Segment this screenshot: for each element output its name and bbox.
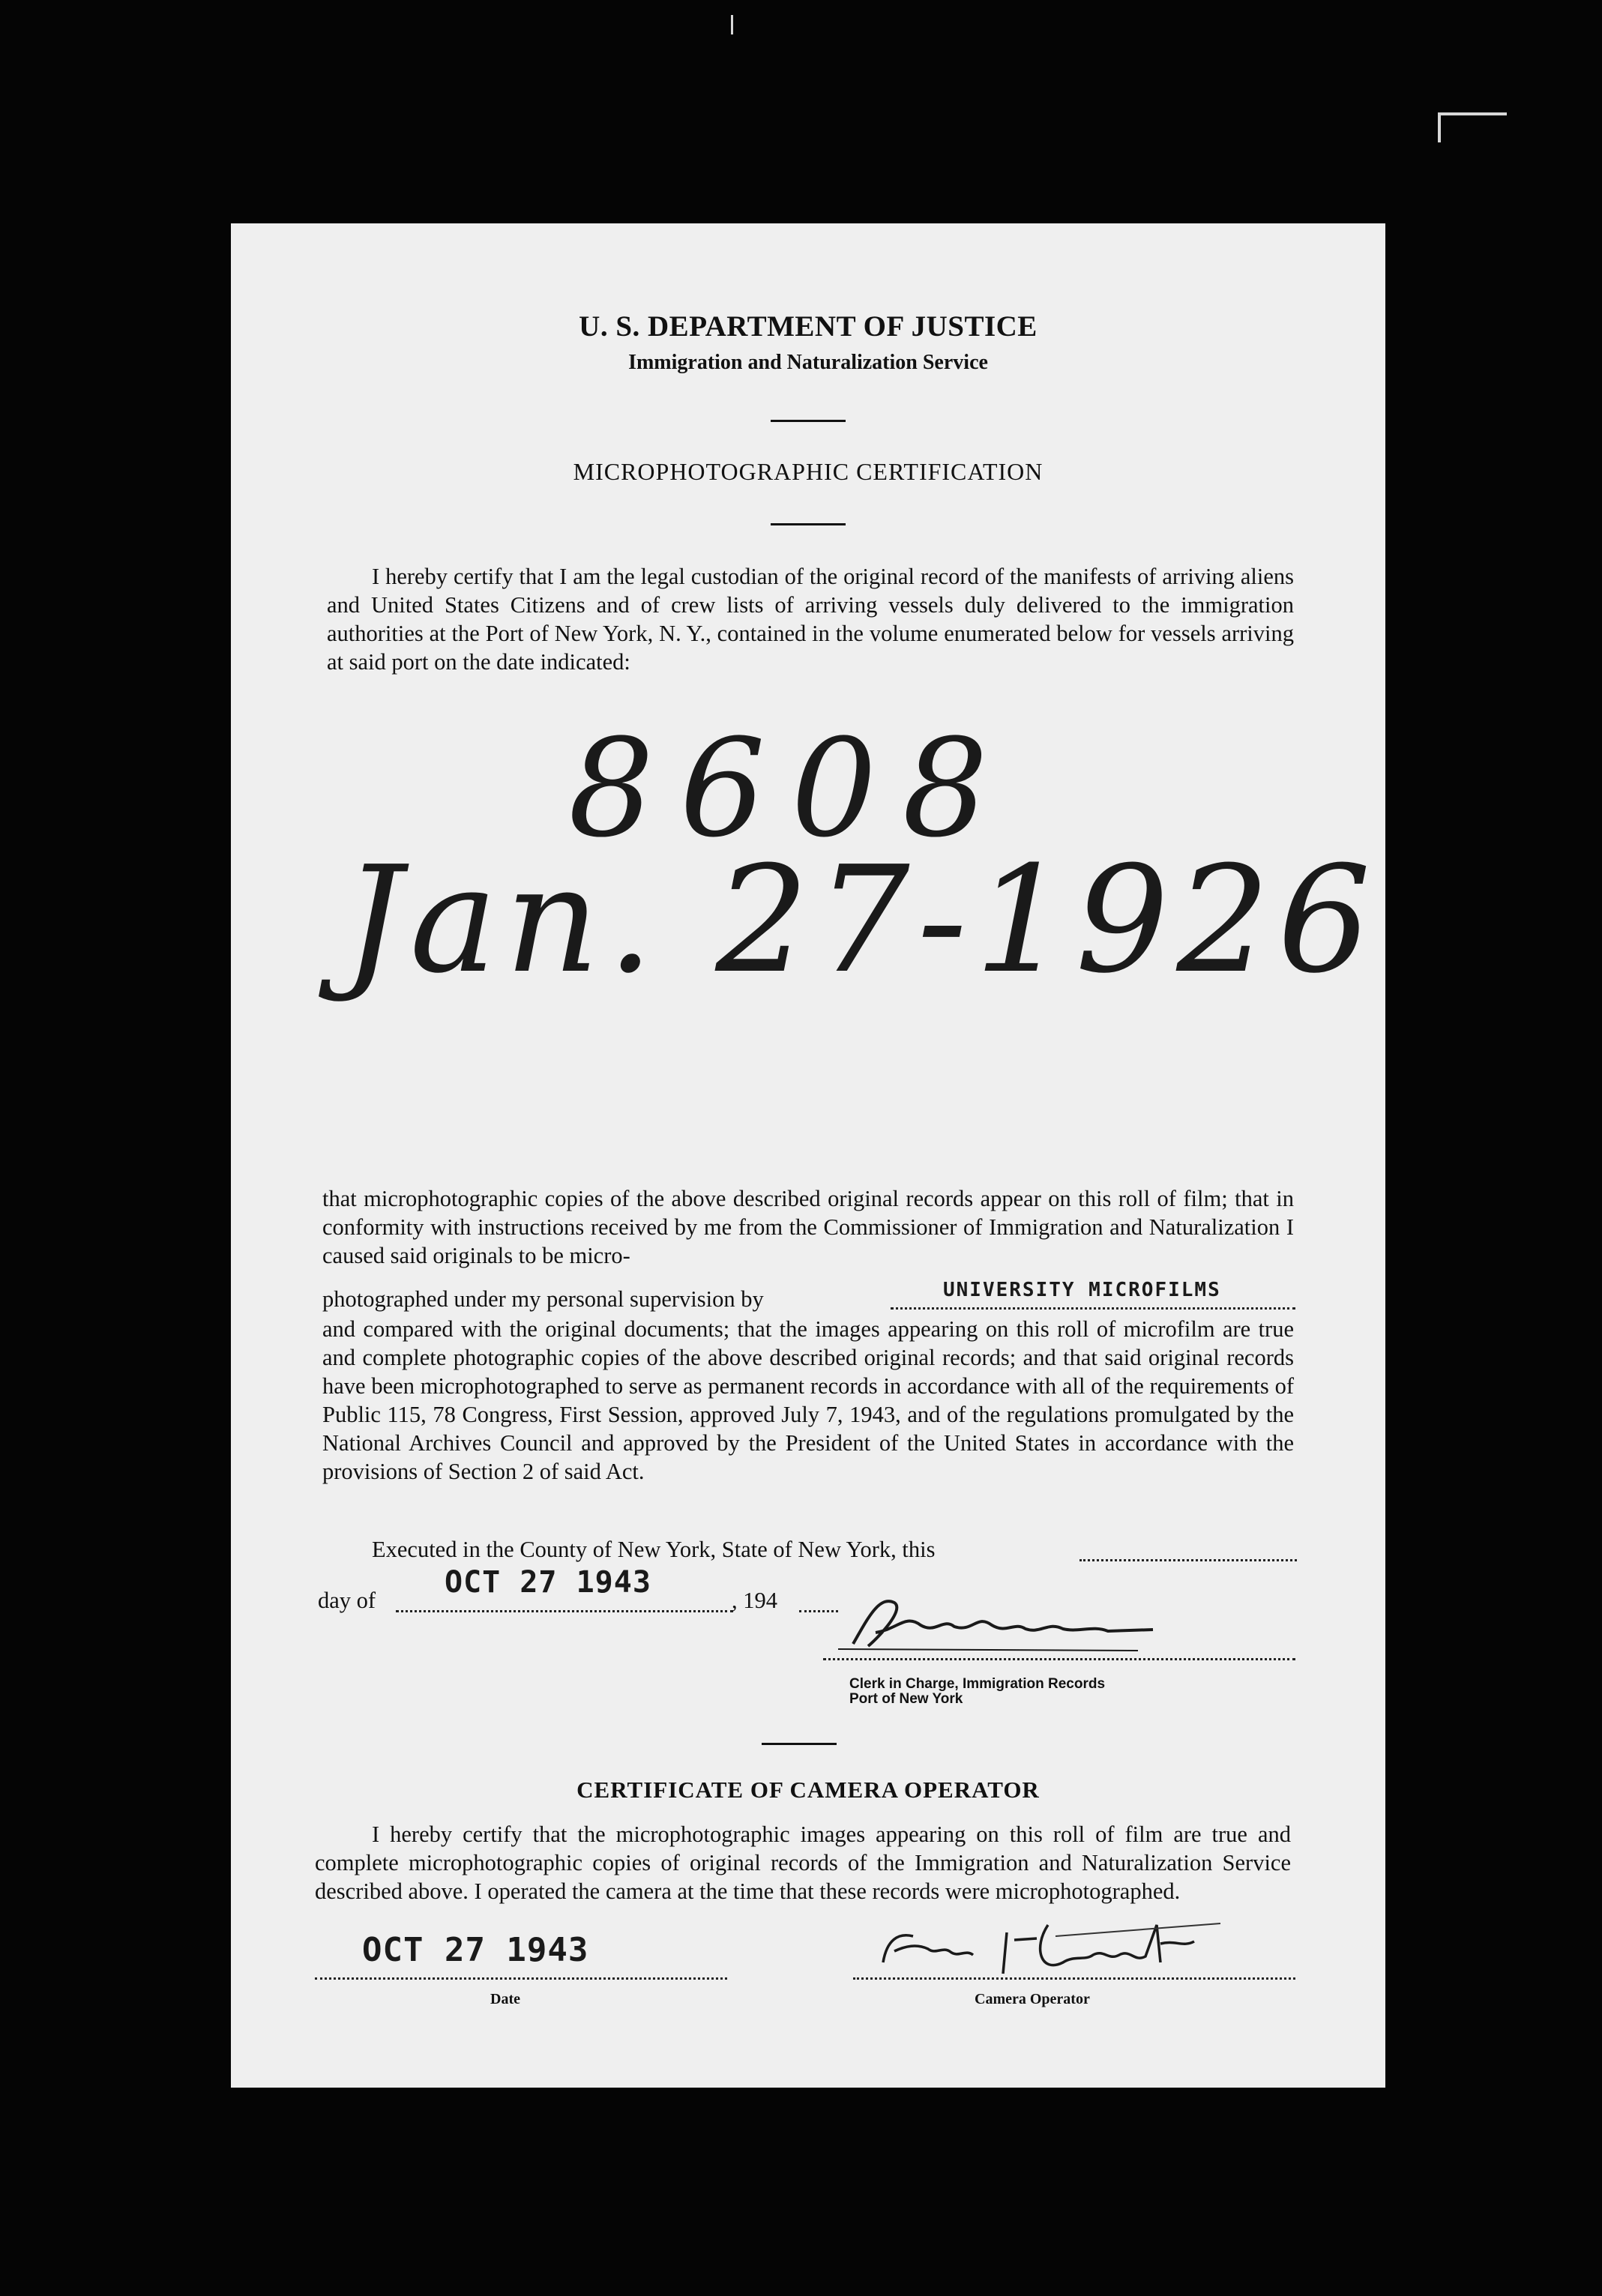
operator-signature-line — [853, 1977, 1295, 1980]
certification-body-2: and compared with the original documents; that the images appearing on this roll of microfilm are true and complete photographic copies of the above described original records; and that said original records have been microphotographed to serve as permanent records in accordance with all of the requirements of Public 115, 78 Congress, First Session, approved July 7, 1943, and of the regulations promulgated by the National Archives Council and approved by the President of the United States in accordance with the provisions of Section 2 of said Act. — [322, 1316, 1294, 1484]
divider — [771, 523, 846, 525]
camera-date-stamp: OCT 27 1943 — [362, 1931, 589, 1969]
day-of-label: day of — [318, 1588, 376, 1613]
divider — [762, 1743, 837, 1745]
clerk-signature-line — [823, 1658, 1295, 1660]
arrival-date-handwritten: Jan. 27-1926 — [343, 835, 1379, 1006]
clerk-signature — [823, 1588, 1168, 1655]
certificate-page — [231, 223, 1385, 2088]
date-line — [315, 1977, 727, 1980]
camera-certificate-text: I hereby certify that the microphotographic images appearing on this roll of film are true and complete microphotographic copies of original records of the Immigration and Naturalization Service described above. I operated the camera at the time that these records were microphotographed. — [315, 1822, 1291, 1904]
certification-intro: I hereby certify that I am the legal custodian of the original record of the manifests of arriving aliens and United States Citizens and of crew lists of arriving vessels duly delivered to the immigration authorities at the Port of New York, N. Y., contained in the volume enumerated below for vessels arriving at said port on the date indicated: — [327, 564, 1294, 675]
signer-title-1: Clerk in Charge, Immigration Records — [849, 1676, 1106, 1692]
date-label: Date — [490, 1991, 520, 2007]
service-subtitle: Immigration and Naturalization Service — [628, 351, 988, 374]
camera-certificate-title: CERTIFICATE OF CAMERA OPERATOR — [576, 1777, 1040, 1803]
signer-title-2: Port of New York — [849, 1691, 963, 1707]
scan-mark — [1438, 112, 1441, 142]
executed-day-line — [1079, 1559, 1297, 1561]
operator-signature — [861, 1902, 1235, 1985]
supervision-label: photographed under my personal supervision by — [322, 1286, 764, 1312]
divider — [771, 420, 846, 422]
supervisor-line — [891, 1307, 1295, 1310]
scan-mark — [1439, 112, 1507, 115]
supervisor-stamp: UNIVERSITY MICROFILMS — [943, 1279, 1221, 1301]
year-prefix: , 194 — [732, 1588, 777, 1613]
scan-mark — [731, 15, 733, 34]
certification-title: MICROPHOTOGRAPHIC CERTIFICATION — [573, 458, 1044, 485]
executed-text: Executed in the County of New York, State of New York, this — [372, 1537, 936, 1562]
day-of-line — [396, 1610, 733, 1612]
volume-number-handwritten: 8608 — [568, 711, 1014, 867]
department-title: U. S. DEPARTMENT OF JUSTICE — [579, 310, 1038, 343]
certification-body-1: that microphotographic copies of the above described original records appear on this roll of film; that in conformity with instructions received by me from the Commissioner of Immigration and Naturalization I caused said originals to be micro- — [322, 1186, 1294, 1268]
execution-date-stamp: OCT 27 1943 — [445, 1565, 651, 1600]
camera-operator-label: Camera Operator — [975, 1991, 1090, 2007]
